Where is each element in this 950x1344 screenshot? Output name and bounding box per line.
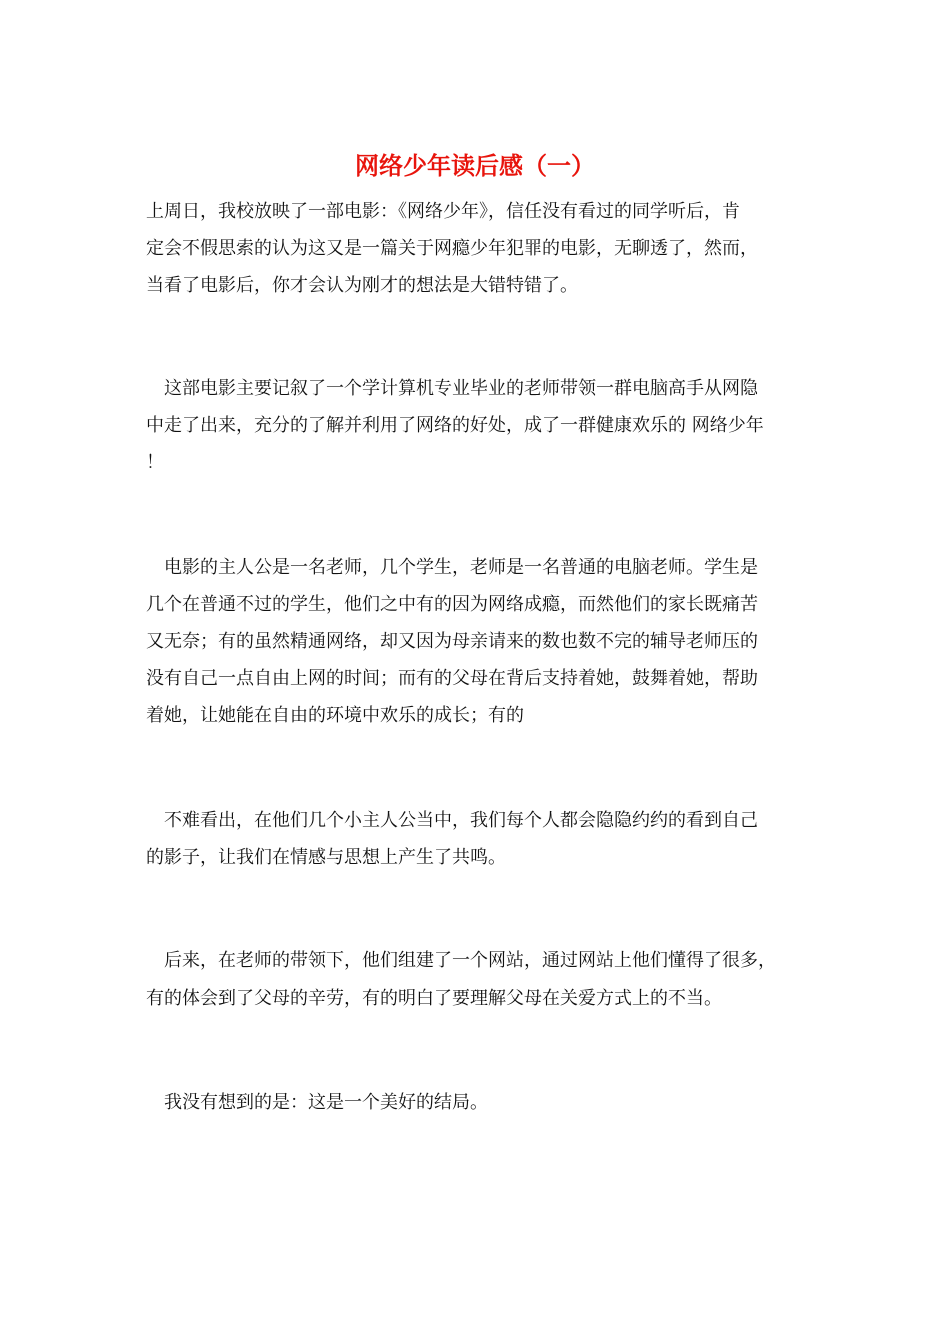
paragraph-3-line-5: 着她，让她能在自由的环境中欢乐的成长；有的 (146, 705, 524, 726)
paragraph-2-line-1: 这部电影主要记叙了一个学计算机专业毕业的老师带领一群电脑高手从网隐 (164, 378, 758, 399)
paragraph-3-line-3: 又无奈；有的虽然精通网络，却又因为母亲请来的数也数不完的辅导老师压的 (146, 631, 758, 652)
paragraph-4-line-1: 不难看出，在他们几个小主人公当中，我们每个人都会隐隐约约的看到自己 (164, 810, 758, 831)
paragraph-1-line-2: 定会不假思索的认为这又是一篇关于网瘾少年犯罪的电影，无聊透了，然而， (146, 238, 758, 259)
paragraph-5-line-2: 有的体会到了父母的辛劳，有的明白了要理解父母在关爱方式上的不当。 (146, 988, 722, 1009)
document-title: 网络少年读后感（一） (355, 151, 595, 180)
paragraph-1-line-3: 当看了电影后，你才会认为刚才的想法是大错特错了。 (146, 275, 578, 296)
paragraph-2-line-2: 中走了出来，充分的了解并利用了网络的好处，成了一群健康欢乐的 网络少年 (146, 415, 764, 436)
paragraph-3-line-1: 电影的主人公是一名老师，几个学生，老师是一名普通的电脑老师。学生是 (164, 557, 758, 578)
paragraph-6-line-1: 我没有想到的是：这是一个美好的结局。 (164, 1092, 488, 1113)
paragraph-3-line-4: 没有自己一点自由上网的时间；而有的父母在背后支持着她，鼓舞着她，帮助 (146, 668, 758, 689)
paragraph-5-line-1: 后来，在老师的带领下，他们组建了一个网站，通过网站上他们懂得了很多， (164, 950, 776, 971)
paragraph-1-line-1: 上周日，我校放映了一部电影：《网络少年》，信任没有看过的同学听后，肯 (146, 201, 740, 222)
paragraph-2-line-3: ！ (146, 452, 164, 473)
paragraph-3-line-2: 几个在普通不过的学生，他们之中有的因为网络成瘾，而然他们的家长既痛苦 (146, 594, 758, 615)
paragraph-4-line-2: 的影子，让我们在情感与思想上产生了共鸣。 (146, 847, 506, 868)
